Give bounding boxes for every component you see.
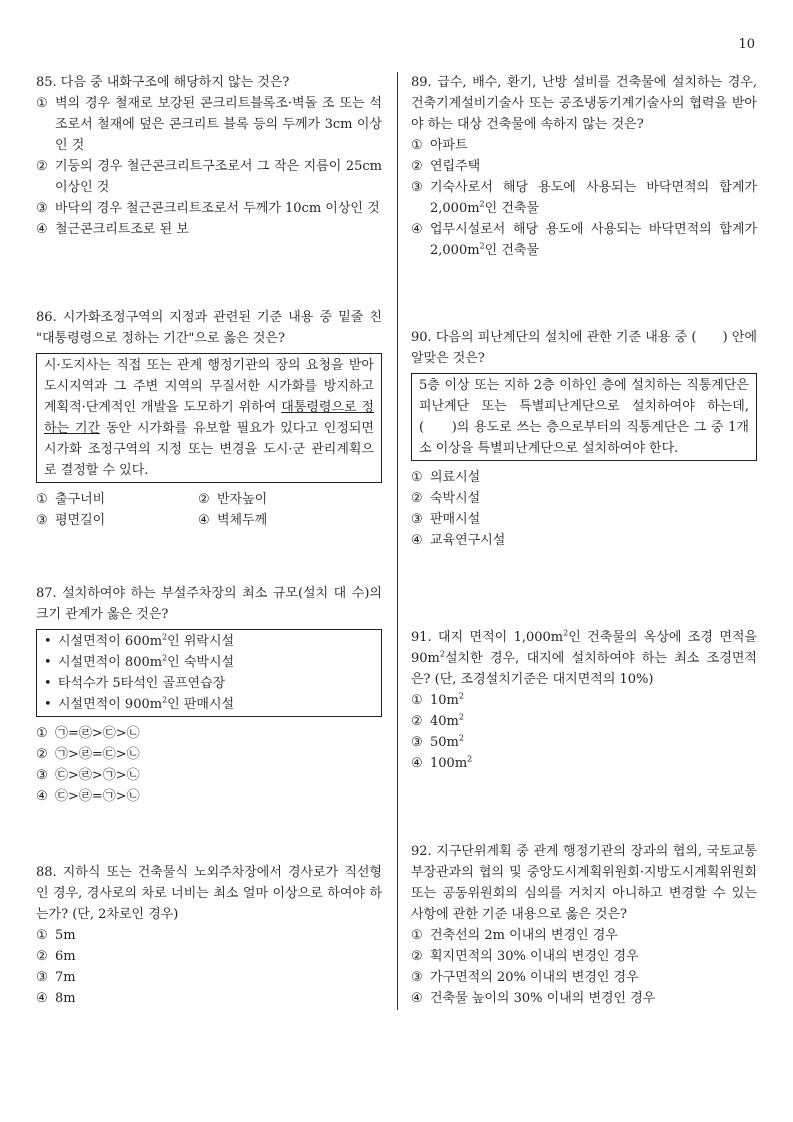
question-91 xyxy=(411,627,757,774)
bullet: • xyxy=(44,676,52,691)
option-number: ④ xyxy=(411,533,423,548)
question-87 xyxy=(36,583,382,807)
question-89-option-1[interactable] xyxy=(411,135,757,156)
condition-text: 시설면적이 600m xyxy=(58,634,163,649)
option-text: ㉠=㉣>㉢>㉡ xyxy=(55,726,140,741)
question-92 xyxy=(411,841,757,1009)
superscript: 2 xyxy=(439,649,445,659)
bullet: • xyxy=(44,655,52,670)
question-85-option-1[interactable] xyxy=(36,93,382,156)
question-89 xyxy=(411,72,757,261)
passage-text: 시·도지사는 직접 또는 관계 행정기관의 장의 요청을 받아 도시지역과 그 주변 지역의 무질서한 시가화를 방지하고 계획적·단계적인 개발을 도모하기 위하여 xyxy=(44,358,374,415)
question-85-option-2[interactable] xyxy=(36,156,382,198)
option-text: ㉠>㉣=㉢>㉡ xyxy=(55,747,140,762)
question-90 xyxy=(411,327,757,551)
option-number: ③ xyxy=(411,735,423,750)
option-number: ② xyxy=(36,159,48,174)
question-85-option-4[interactable] xyxy=(36,219,382,240)
option-number: ② xyxy=(411,714,423,729)
question-92-option-2[interactable] xyxy=(411,946,757,967)
option-text: 의료시설 xyxy=(430,470,481,485)
option-text: 8m xyxy=(55,991,76,1006)
question-92-stem: 92. 지구단위계획 중 관계 행정기관의 장과의 협의, 국토교통부장관과의 협의 및 중앙도시계획위원회·지방도시계획위원회 또는 공동위원회의 심의를 거치지 아니하고 변경할 수 있는 사항에 관한 기준 내용으로 옳은 것은? xyxy=(411,844,757,922)
option-number: ② xyxy=(198,492,210,507)
question-90-passage-box: 5층 이상 또는 지하 2층 이하인 층에 설치하는 직통계단은 피난계단 또는 특별피난계단으로 설치하여야 하는데, ( )의 용도로 쓰는 층으로부터의 직통계단은 그 중 1개소 이상을 특별피난계단으로 설치하여야 한다. xyxy=(411,373,757,461)
superscript: 2 xyxy=(162,653,168,663)
question-88-option-1[interactable] xyxy=(36,925,382,946)
option-number: ① xyxy=(36,928,48,943)
option-text: 평면길이 xyxy=(55,513,106,528)
option-text: 기둥의 경우 철근콘크리트구조로서 그 작은 지름이 25cm 이상인 것 xyxy=(55,159,382,195)
option-number: ④ xyxy=(36,991,48,1006)
superscript: 2 xyxy=(563,628,569,638)
condition-item xyxy=(44,673,374,694)
option-text: 가구면적의 20% 이내의 변경인 경우 xyxy=(430,970,639,985)
question-87-option-3[interactable] xyxy=(36,765,382,786)
question-85-stem: 85. 다음 중 내화구조에 해당하지 않는 것은? xyxy=(36,75,290,90)
question-90-option-4[interactable] xyxy=(411,530,757,551)
option-number: ③ xyxy=(411,512,423,527)
question-88-option-4[interactable] xyxy=(36,988,382,1009)
superscript: 2 xyxy=(467,754,473,764)
superscript: 2 xyxy=(479,199,485,209)
bullet: • xyxy=(44,634,52,649)
question-88-option-2[interactable] xyxy=(36,946,382,967)
option-text: ㉢>㉣>㉠>㉡ xyxy=(55,768,140,783)
question-91-option-1[interactable] xyxy=(411,690,757,711)
question-87-stem: 87. 설치하여야 하는 부설주차장의 최소 규모(설치 대 수)의 크기 관계가 옳은 것은? xyxy=(36,586,382,622)
option-text: 10m xyxy=(430,693,459,708)
question-91-option-4[interactable] xyxy=(411,753,757,774)
question-92-option-1[interactable] xyxy=(411,925,757,946)
option-text: 벽의 경우 철재로 보강된 콘크리트블록조·벽돌 조 또는 석조로서 철재에 덮은 콘크리트 블록 등의 두께가 3cm 이상인 것 xyxy=(55,96,382,153)
option-number: ④ xyxy=(36,222,48,237)
option-text: 판매시설 xyxy=(430,512,481,527)
option-text: 철근콘크리트조로 된 보 xyxy=(55,222,189,237)
option-number: ① xyxy=(411,693,423,708)
question-88 xyxy=(36,862,382,1009)
question-87-condition-box xyxy=(36,629,382,717)
question-86-options xyxy=(36,489,382,531)
option-number: ② xyxy=(411,491,423,506)
option-number: ④ xyxy=(36,789,48,804)
question-90-option-1[interactable] xyxy=(411,467,757,488)
option-number: ① xyxy=(36,726,48,741)
condition-text: 시설면적이 900m xyxy=(58,697,163,712)
question-90-option-2[interactable] xyxy=(411,488,757,509)
underlined-phrase: 대통령령으로 정하는 기간 xyxy=(44,400,374,436)
option-number: ② xyxy=(36,949,48,964)
option-text: 바닥의 경우 철근콘크리트조로서 두께가 10cm 이상인 것 xyxy=(55,201,380,216)
condition-text: 인 위락시설 xyxy=(167,634,235,649)
stem-text: 인 건축물의 옥상에 조경 면적을 90m xyxy=(411,630,757,666)
option-text: 인 건축물 xyxy=(484,201,540,216)
condition-item xyxy=(44,631,374,652)
option-text: 50m xyxy=(430,735,459,750)
option-text: 교육연구시설 xyxy=(430,533,506,548)
option-text: 기숙사로서 해당 용도에 사용되는 바닥면적의 합계가 2,000m xyxy=(430,180,757,216)
option-text: ㉢>㉣=㉠>㉡ xyxy=(55,789,140,804)
option-number: ① xyxy=(36,492,48,507)
option-text: 인 건축물 xyxy=(484,243,540,258)
question-86-option-2[interactable] xyxy=(198,489,382,510)
question-87-option-1[interactable] xyxy=(36,723,382,744)
question-86-option-3[interactable] xyxy=(36,510,198,531)
question-91-option-2[interactable] xyxy=(411,711,757,732)
question-90-stem: 90. 다음의 피난계단의 설치에 관한 기준 내용 중 ( ) 안에 알맞은 것은? xyxy=(411,330,757,366)
option-text: 숙박시설 xyxy=(430,491,481,506)
condition-text: 타석수가 5타석인 골프연습장 xyxy=(58,676,226,691)
option-number: ① xyxy=(411,928,423,943)
option-number: ① xyxy=(36,96,48,111)
question-91-option-3[interactable] xyxy=(411,732,757,753)
option-text: 6m xyxy=(55,949,76,964)
option-number: ④ xyxy=(198,513,210,528)
question-87-option-4[interactable] xyxy=(36,786,382,807)
condition-text: 인 판매시설 xyxy=(167,697,235,712)
question-85 xyxy=(36,72,382,240)
bullet: • xyxy=(44,697,52,712)
option-text: 반자높이 xyxy=(217,492,268,507)
page-number: 10 xyxy=(738,37,755,52)
option-number: ② xyxy=(411,159,423,174)
option-text: 출구너비 xyxy=(55,492,106,507)
question-89-stem: 89. 급수, 배수, 환기, 난방 설비를 건축물에 설치하는 경우, 건축기계설비기술사 또는 공조냉동기계기술사의 협력을 받아야 하는 대상 건축물에 속하지 않는 것은? xyxy=(411,75,757,132)
option-text: 아파트 xyxy=(430,138,468,153)
option-text: 100m xyxy=(430,756,468,771)
option-number: ② xyxy=(411,949,423,964)
condition-item xyxy=(44,694,374,715)
option-text: 건축물 높이의 30% 이내의 변경인 경우 xyxy=(430,991,656,1006)
question-86 xyxy=(36,307,382,531)
option-number: ③ xyxy=(36,768,48,783)
question-92-option-4[interactable] xyxy=(411,988,757,1009)
question-85-option-3[interactable] xyxy=(36,198,382,219)
question-86-option-4[interactable] xyxy=(198,510,382,531)
question-86-stem: 86. 시가화조정구역의 지정과 관련된 기준 내용 중 밑줄 친 "대통령령으로 정하는 기간"으로 옳은 것은? xyxy=(36,310,382,346)
option-number: ④ xyxy=(411,756,423,771)
option-number: ③ xyxy=(36,513,48,528)
option-text: 획지면적의 30% 이내의 변경인 경우 xyxy=(430,949,639,964)
superscript: 2 xyxy=(479,241,485,251)
option-number: ① xyxy=(411,138,423,153)
option-number: ③ xyxy=(36,970,48,985)
question-89-option-3[interactable] xyxy=(411,177,757,219)
question-92-option-3[interactable] xyxy=(411,967,757,988)
question-88-stem: 88. 지하식 또는 건축물식 노외주차장에서 경사로가 직선형인 경우, 경사로의 차로 너비는 최소 얼마 이상으로 하여야 하는가? (단, 2차로인 경우) xyxy=(36,865,382,922)
option-text: 5m xyxy=(55,928,76,943)
question-90-option-3[interactable] xyxy=(411,509,757,530)
option-number: ④ xyxy=(411,222,423,237)
condition-text: 시설면적이 800m xyxy=(58,655,163,670)
question-89-option-4[interactable] xyxy=(411,219,757,261)
option-number: ③ xyxy=(36,201,48,216)
option-text: 업무시설로서 해당 용도에 사용되는 바닥면적의 합계가 2,000m xyxy=(430,222,757,258)
superscript: 2 xyxy=(458,712,464,722)
question-89-option-2[interactable] xyxy=(411,156,757,177)
superscript: 2 xyxy=(458,733,464,743)
question-86-option-1[interactable] xyxy=(36,489,198,510)
question-91-stem xyxy=(411,627,757,690)
superscript: 2 xyxy=(458,691,464,701)
option-number: ② xyxy=(36,747,48,762)
superscript: 2 xyxy=(162,632,168,642)
question-86-passage-box xyxy=(36,353,382,483)
option-text: 연립주택 xyxy=(430,159,481,174)
question-88-option-3[interactable] xyxy=(36,967,382,988)
condition-item xyxy=(44,652,374,673)
question-87-option-2[interactable] xyxy=(36,744,382,765)
superscript: 2 xyxy=(162,695,168,705)
option-number: ③ xyxy=(411,970,423,985)
stem-text: 91. 대지 면적이 1,000m xyxy=(411,630,564,645)
option-text: 40m xyxy=(430,714,459,729)
condition-text: 인 숙박시설 xyxy=(167,655,235,670)
stem-text: 설치한 경우, 대지에 설치하여야 하는 최소 조경면적은? (단, 조경설치기준은 대지면적의 10%) xyxy=(411,651,757,687)
option-number: ① xyxy=(411,470,423,485)
option-number: ④ xyxy=(411,991,423,1006)
passage-text: 동안 시가화를 유보할 필요가 있다고 인정되면 시가화 조정구역의 지정 또는 변경을 도시·군 관리계획으로 결정할 수 있다. xyxy=(44,421,374,478)
column-divider xyxy=(397,72,398,1010)
option-number: ③ xyxy=(411,180,423,195)
option-text: 건축선의 2m 이내의 변경인 경우 xyxy=(430,928,618,943)
option-text: 벽체두께 xyxy=(217,513,268,528)
option-text: 7m xyxy=(55,970,76,985)
